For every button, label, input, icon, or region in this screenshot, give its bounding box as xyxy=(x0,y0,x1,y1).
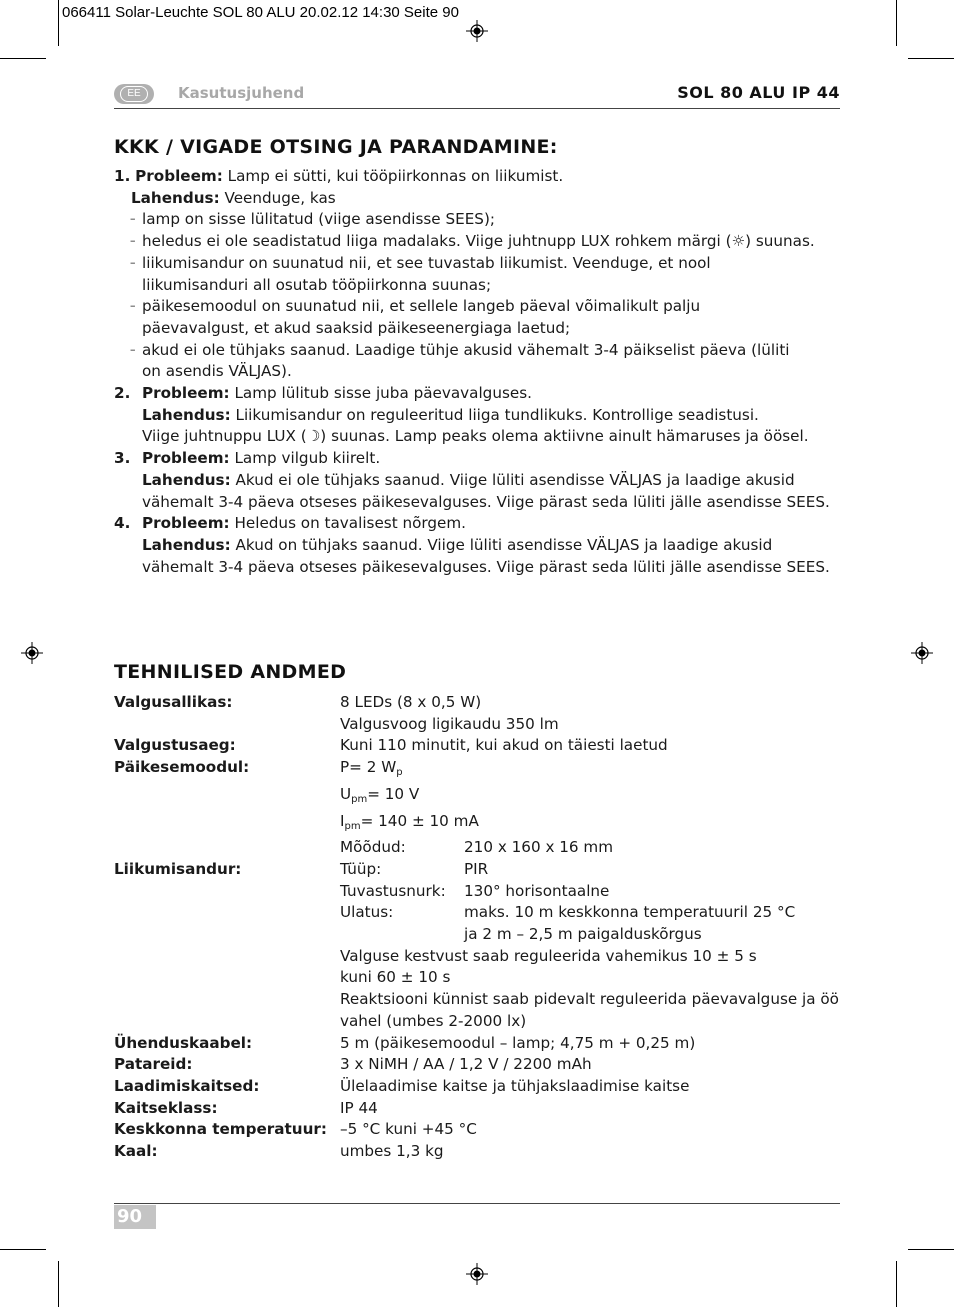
tech-value: Reaktsiooni künnist saab pidevalt reguleerida päevavalguse ja öö vahel (umbes 2-2000 lx) xyxy=(340,990,839,1030)
tech-row xyxy=(114,692,854,735)
tech-value: 5 m (päikesemoodul – lamp; 4,75 m + 0,25 m) xyxy=(340,1033,696,1052)
problem-text: Lamp ei sütti, kui tööpiirkonnas on liikumist. xyxy=(227,167,564,185)
tech-row xyxy=(114,1098,854,1120)
tech-value: Ülelaadimise kaitse ja tühjakslaadimise kaitse xyxy=(340,1076,690,1095)
tech-row xyxy=(114,1033,854,1055)
tech-value: Kuni 110 minutit, kui akud on täiesti laetud xyxy=(340,736,668,755)
solution-label: Lahendus: xyxy=(131,188,220,207)
faq-number: 2. xyxy=(114,384,131,403)
tech-table xyxy=(114,692,854,1163)
problem-text: Lamp lülitub sisse juba päevavalguses. xyxy=(234,384,532,403)
tech-value: P= 2 $W_p$ xyxy=(340,758,403,779)
registration-mark-icon xyxy=(911,642,933,664)
tech-heading: TEHNILISED ANDMED xyxy=(114,661,347,683)
tech-row xyxy=(114,735,854,757)
tech-value: Valguse kestvust saab reguleerida vahemikus 10 ± 5 s xyxy=(340,946,757,965)
tech-label: Laadimiskaitsed: xyxy=(114,1076,260,1095)
tech-rows xyxy=(114,1033,854,1163)
footer-divider xyxy=(114,1203,840,1204)
faq-item xyxy=(114,448,854,513)
solution-label: Lahendus: xyxy=(142,470,231,489)
tech-value: 8 LEDs (8 x 0,5 W) xyxy=(340,693,482,711)
solution-text: Akud on tühjaks saanud. Viige lüliti asendisse VÄLJAS ja laadige akusid vähemalt 3-4 päeva otseses päikesevalguses. Viige pärast seda lüliti jälle asendisse SEES. xyxy=(142,535,830,576)
tech-subrow: Mõõdud: 210 x 160 x 16 mm xyxy=(340,838,614,857)
print-slug: 066411 Solar-Leuchte SOL 80 ALU 20.02.12 14:30 Seite 90 xyxy=(62,4,459,21)
tech-label: Valgustusaeg: xyxy=(114,736,236,755)
tech-label: Patareid: xyxy=(114,1055,193,1074)
tech-row xyxy=(114,1119,854,1141)
faq-list xyxy=(114,166,854,578)
tech-row xyxy=(114,757,854,859)
crop-mark xyxy=(896,0,897,46)
tech-label: Kaal: xyxy=(114,1142,158,1161)
tech-subrow: Tuvastusnurk: 130° horisontaalne xyxy=(340,881,610,900)
tech-value: 3 x NiMH / AA / 1,2 V / 2200 mAh xyxy=(340,1055,592,1074)
problem-label: Probleem: xyxy=(142,449,230,468)
tech-subrow: ja 2 m – 2,5 m paigalduskõrgus xyxy=(464,925,702,944)
crop-mark xyxy=(908,1249,954,1250)
tech-value: umbes 1,3 kg xyxy=(340,1142,444,1161)
header-divider xyxy=(114,108,840,109)
tech-label: Liikumisandur: xyxy=(114,859,242,878)
problem-label: Probleem: xyxy=(142,384,230,403)
bullet-item: – lamp on sisse lülitatud (viige asendisse SEES); xyxy=(114,209,854,231)
crop-mark xyxy=(0,58,46,59)
faq-heading: KKK / VIGADE OTSING JA PARANDAMINE: xyxy=(114,136,558,158)
faq-number: 3. xyxy=(114,449,131,468)
tech-value: $U_{pm}= 10$ V xyxy=(340,784,420,805)
language-badge xyxy=(114,84,154,104)
tech-value: IP 44 xyxy=(340,1098,378,1117)
tech-row xyxy=(114,1054,854,1076)
bullet-item: – päikesemoodul on suunatud nii, et sellele langeb päeval võimalikult palju päevavalgust, et akud saaksid päikeseenergiaga laetud; xyxy=(114,296,762,339)
bullet-item: – akud ei ole tühjaks saanud. Laadige tühje akusid vähemalt 3-4 päikselist päeva (lüliti on asendis VÄLJAS). xyxy=(114,340,802,383)
language-badge-label: EE xyxy=(120,86,147,102)
problem-text: Heledus on tavalisest nõrgem. xyxy=(234,514,466,533)
problem-text: Lamp vilgub kiirelt. xyxy=(234,449,381,468)
faq-number: 1. xyxy=(114,167,131,185)
tech-label: Keskkonna temperatuur: xyxy=(114,1120,327,1139)
tech-value: Valgusvoog ligikaudu 350 lm xyxy=(340,714,559,733)
model-title: SOL 80 ALU IP 44 xyxy=(677,83,840,102)
crop-mark xyxy=(908,58,954,59)
solution-text: Liikumisandur on reguleeritud liiga tundlikuks. Kontrollige seadistusi. xyxy=(235,405,759,424)
solution-extra: Viige juhtnuppu LUX (☽) suunas. Lamp peaks olema aktiivne ainult hämaruses ja öösel. xyxy=(142,427,809,446)
tech-label: Valgusallikas: xyxy=(114,693,233,711)
tech-value: kuni 60 ± 10 s xyxy=(340,968,451,987)
crop-mark xyxy=(896,1261,897,1307)
tech-subrow: Ulatus: maks. 10 m keskkonna temperatuuril 25 °C xyxy=(340,903,796,922)
tech-label: Päikesemoodul: xyxy=(114,758,250,777)
faq-number: 4. xyxy=(114,514,131,533)
crop-mark xyxy=(58,1261,59,1307)
solution-text: Akud ei ole tühjaks saanud. Viige lüliti asendisse VÄLJAS ja laadige akusid vähemalt 3-4 päeva otseses päikesevalguses. Viige pärast seda lüliti jälle asendisse SEES. xyxy=(142,470,830,511)
crop-mark xyxy=(58,0,59,46)
faq-item xyxy=(114,166,854,383)
solution-text: Veenduge, kas xyxy=(224,188,336,207)
crop-mark xyxy=(0,1249,46,1250)
problem-label: Probleem: xyxy=(135,167,223,185)
tech-value: –5 °C kuni +45 °C xyxy=(340,1120,477,1139)
registration-mark-icon xyxy=(466,1263,488,1285)
tech-label: Kaitseklass: xyxy=(114,1098,218,1117)
faq-item xyxy=(114,513,854,578)
tech-row xyxy=(114,859,854,1033)
page-number: 90 xyxy=(114,1205,156,1229)
tech-row xyxy=(114,1141,854,1163)
tech-subrow: Tüüp: PIR xyxy=(340,859,489,878)
tech-value: $I_{pm}= 140 \pm 10$ mA xyxy=(340,811,479,832)
solution-label: Lahendus: xyxy=(142,535,231,554)
tech-row xyxy=(114,1076,854,1098)
section-title: Kasutusjuhend xyxy=(178,84,305,102)
tech-label: Ühenduskaabel: xyxy=(114,1033,253,1052)
faq-item xyxy=(114,383,854,448)
registration-mark-icon xyxy=(21,642,43,664)
solution-label: Lahendus: xyxy=(142,405,231,424)
registration-mark-icon xyxy=(466,20,488,42)
bullet-item: – liikumisandur on suunatud nii, et see tuvastab liikumist. Veenduge, et nool liikumisanduri all osutab tööpiirkonna suunas; xyxy=(114,253,762,296)
problem-label: Probleem: xyxy=(142,514,230,533)
bullet-item: – heledus ei ole seadistatud liiga madalaks. Viige juhtnupp LUX rohkem märgi (☼) suunas. xyxy=(114,231,854,253)
